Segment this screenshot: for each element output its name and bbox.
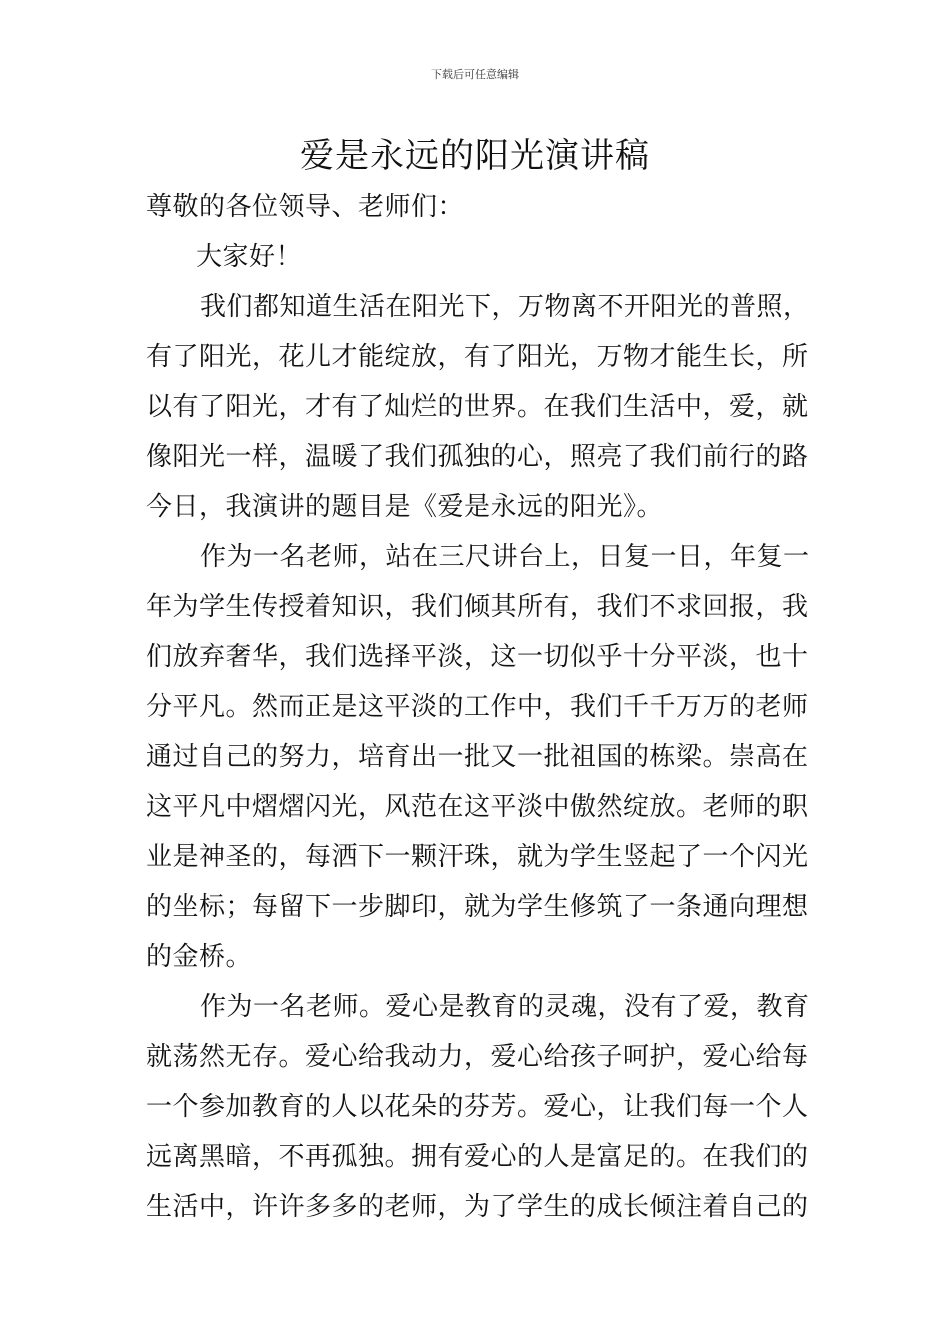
body-line: 通过自己的努力，培育出一批又一批祖国的栋梁。崇高在 — [146, 742, 809, 772]
header-note: 下载后可任意编辑 — [431, 68, 519, 81]
body-line: 我们都知道生活在阳光下，万物离不开阳光的普照， — [200, 292, 810, 322]
body-line: 以有了阳光，才有了灿烂的世界。在我们生活中，爱，就 — [146, 392, 809, 422]
body-line: 像阳光一样，温暖了我们孤独的心，照亮了我们前行的路 — [146, 442, 809, 472]
body-line: 有了阳光，花儿才能绽放，有了阳光，万物才能生长，所 — [146, 342, 809, 372]
body-line: 生活中，许许多多的老师，为了学生的成长倾注着自己的 — [146, 1192, 809, 1222]
body-line: 就荡然无存。爱心给我动力，爱心给孩子呵护，爱心给每 — [146, 1042, 809, 1072]
body-line: 的坐标；每留下一步脚印，就为学生修筑了一条通向理想 — [146, 892, 809, 922]
body-line: 今日，我演讲的题目是《爱是永远的阳光》。 — [146, 492, 664, 522]
body-line: 远离黑暗，不再孤独。拥有爱心的人是富足的。在我们的 — [146, 1142, 809, 1172]
salutation: 尊敬的各位领导、老师们： — [146, 192, 465, 222]
body-line: 业是神圣的，每洒下一颗汗珠，就为学生竖起了一个闪光 — [146, 842, 809, 872]
body-line: 们放弃奢华，我们选择平淡，这一切似乎十分平淡，也十 — [146, 642, 809, 672]
document-title: 爱是永远的阳光演讲稿 — [300, 136, 650, 176]
greeting: 大家好！ — [196, 242, 303, 272]
body-line: 作为一名老师，站在三尺讲台上，日复一日，年复一 — [200, 542, 810, 572]
body-line: 年为学生传授着知识，我们倾其所有，我们不求回报，我 — [146, 592, 809, 622]
body-line: 这平凡中熠熠闪光，风范在这平淡中傲然绽放。老师的职 — [146, 792, 809, 822]
body-line: 分平凡。然而正是这平淡的工作中，我们千千万万的老师 — [146, 692, 809, 722]
body-line: 作为一名老师。爱心是教育的灵魂，没有了爱，教育 — [200, 992, 810, 1022]
body-line: 一个参加教育的人以花朵的芬芳。爱心，让我们每一个人 — [146, 1092, 809, 1122]
body-line: 的金桥。 — [146, 942, 253, 972]
